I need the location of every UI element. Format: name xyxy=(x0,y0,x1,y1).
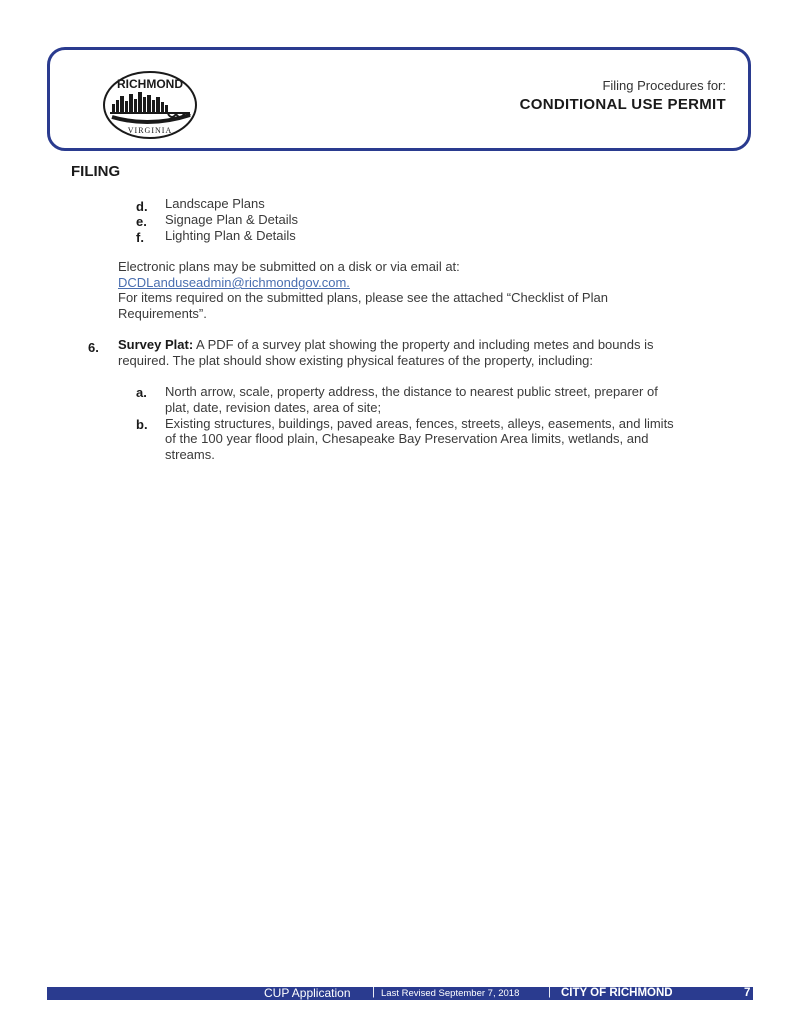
header-box xyxy=(47,47,751,151)
logo-bottom-text: VIRGINIA xyxy=(127,126,173,135)
footer-city: CITY OF RICHMOND xyxy=(561,987,673,999)
survey-plat-line-1 xyxy=(118,337,653,353)
email-link[interactable]: DCDLanduseadmin@richmondgov.com. xyxy=(118,275,350,290)
header-subtitle: Filing Procedures for: xyxy=(602,78,726,93)
list-item-text: of the 100 year flood plain, Chesapeake Bay Preservation Area limits, wetlands, and xyxy=(165,431,649,446)
list-item-text: plat, date, revision dates, area of site; xyxy=(165,400,382,415)
list-item-text: North arrow, scale, property address, the distance to nearest public street, preparer of xyxy=(165,384,658,399)
section-heading: FILING xyxy=(71,163,121,180)
list-item-text: Lighting Plan & Details xyxy=(165,228,296,243)
survey-plat-label: Survey Plat: xyxy=(118,337,194,352)
logo-top-text: RICHMOND xyxy=(117,77,183,91)
footer-divider: | xyxy=(548,986,551,998)
electronic-line-1: Electronic plans may be submitted on a disk or via email at: xyxy=(118,259,460,274)
list-item-text: streams. xyxy=(165,447,215,462)
footer-doc-name: CUP Application xyxy=(264,986,351,1000)
list-letter: a. xyxy=(136,385,147,400)
list-letter: e. xyxy=(136,214,147,229)
header-title: CONDITIONAL USE PERMIT xyxy=(519,96,726,113)
footer-bar xyxy=(47,987,753,1000)
list-letter: b. xyxy=(136,417,148,432)
electronic-line-2: For items required on the submitted plans, please see the attached “Checklist of Plan xyxy=(118,290,608,305)
city-seal-logo xyxy=(102,70,198,140)
list-item-text: Existing structures, buildings, paved areas, fences, streets, alleys, easements, and limits xyxy=(165,416,674,431)
list-letter: d. xyxy=(136,199,148,214)
electronic-line-3: Requirements”. xyxy=(118,306,207,321)
page-number: 7 xyxy=(744,987,751,999)
list-item-text: Signage Plan & Details xyxy=(165,212,298,227)
list-item-text: Landscape Plans xyxy=(165,196,265,211)
item-number: 6. xyxy=(88,340,99,355)
footer-divider: | xyxy=(372,986,375,998)
survey-plat-line-2: required. The plat should show existing physical features of the property, including: xyxy=(118,353,594,368)
list-letter: f. xyxy=(136,230,144,245)
footer-revised: Last Revised September 7, 2018 xyxy=(381,988,520,999)
survey-plat-text: A PDF of a survey plat showing the property and including metes and bounds is xyxy=(193,337,654,352)
